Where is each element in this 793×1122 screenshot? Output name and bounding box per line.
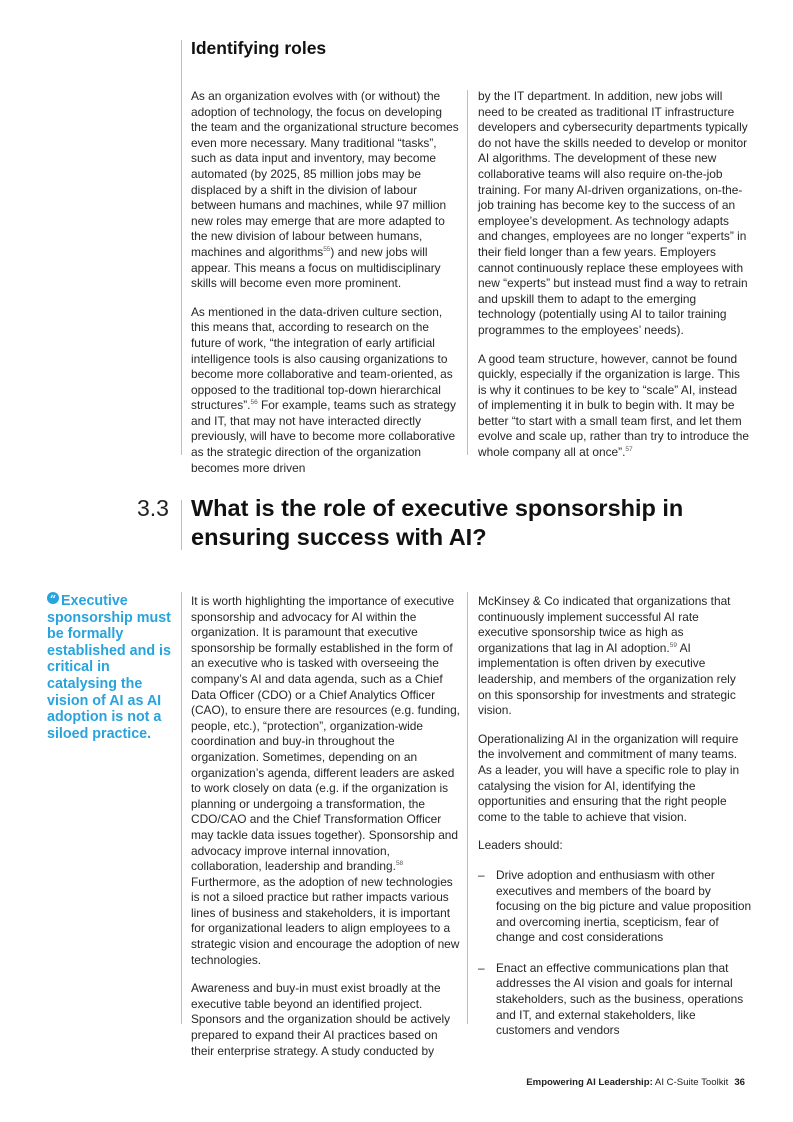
paragraph-text: A good team structure, however, cannot be found quickly, especially if the organization is large. This is why it continues to be key to “scale” AI, instead of implementing it in bulk to begin with. It may be better “to start with a small team first, and let them evolve and scale up, rather than try to introduce the whole company all at once”. [478, 351, 750, 460]
bullet-item: – Drive adoption and enthusiasm with other executives and members of the board by focusing on the big picture and value proposition and overcoming inertia, scepticism, fear of change and cost considerations [478, 868, 752, 946]
paragraph [191, 89, 459, 292]
section-number: 3.3 [137, 495, 169, 521]
page-footer [526, 1077, 745, 1088]
paragraph [478, 838, 752, 854]
paragraph-text: Leaders should: [478, 838, 563, 853]
paragraph-text: It is worth highlighting the importance of executive sponsorship and advocacy for AI within the organization. It is paramount that executive sponsorship be formally established in the form of an executive who is tasked with overseeing the company’s AI and data agenda, such as a Chief Data Officer (CDO) or a Chief Analytics Officer (CAO), to ensure there are resources (e.g. funding, people, etc.), “protection”, organization-wide coordination and buy-in throughout the organization. Sometimes, depending on an organization’s agenda, different leaders are asked to work closely on data (e.g. if the organization is planning or undergoing a transformation, the CDO/CAO and the Chief Transformation Officer may tackle data issues together). Sponsorship and advocacy improve internal innovation, collaboration, leadership and branding. [191, 594, 460, 874]
pull-quote-text: Executive sponsorship must be formally established and is critical in catalysing the vision of AI as AI adoption is not a siloed practice. [47, 593, 171, 742]
paragraph-text: by the IT department. In addition, new jobs will need to be created as traditional IT infrastructure developers and cybersecurity departments typically do not have the skills needed to develop or monitor AI algorithms. The development of these new collaborative teams will also require on-the-job training. For many AI-driven organizations, on-the-job training has become key to the success of an employee’s development. As technology adapts and changes, employees are no longer “experts” in their field longer than a few years. Employers cannot continuously replace these employees with new “experts” but instead must find a way to retrain and upskill them to adapt to the emerging technology (potentially using AI to tailor training programmes to the employees’ needs). [478, 89, 748, 337]
footnote-ref: 57 [625, 446, 633, 454]
section-number-rule [181, 500, 182, 550]
footnote-ref: 59 [669, 641, 677, 649]
paragraph [478, 352, 750, 461]
column-rule [467, 90, 468, 455]
column-rule [467, 592, 468, 1024]
paragraph-text: ) and new jobs will appear. This means a focus on multidisciplinary skills will become even more prominent. [191, 244, 441, 291]
column-rule [181, 592, 182, 1024]
paragraph [478, 732, 752, 826]
paragraph-text: Furthermore, as the adoption of new technologies is not a siloed practice but rather impacts various lines of business and stakeholders, it is important for organizational leaders to align employees to a strategic vision and encourage the adoption of new technologies. [191, 874, 460, 967]
footnote-ref: 55 [323, 245, 331, 253]
sponsorship-left-column [191, 594, 461, 1072]
footnote-ref: 58 [395, 860, 404, 868]
paragraph-text: Operationalizing AI in the organization will require the involvement and commitment of many teams. As a leader, you will have a specific role to play in catalysing the vision for AI, identifying the opportunities and ensuring that the right people come to the table to achieve that vision. [478, 731, 740, 824]
footer-title: AI C-Suite Toolkit [652, 1077, 729, 1088]
page-number: 36 [734, 1077, 745, 1088]
pull-quote [47, 592, 177, 742]
leaders-bullet-list [478, 868, 752, 1039]
paragraph-text: As mentioned in the data-driven culture section, this means that, according to research on the future of work, “the integration of early artificial intelligence tools is also causing organizations to become more collaborative and team-oriented, as opposed to the traditional top-down hierarchical structures”. [191, 304, 453, 413]
footer-title-bold: Empowering AI Leadership: [526, 1077, 653, 1088]
section-subheading: Identifying roles [191, 38, 327, 58]
paragraph [191, 981, 461, 1059]
paragraph [191, 594, 461, 968]
footnote-ref: 56 [250, 399, 258, 407]
paragraph [478, 89, 750, 339]
sponsorship-right-paragraphs [478, 594, 752, 854]
column-rule [181, 40, 182, 455]
paragraph-text: For example, teams such as strategy and IT, that may not have interacted directly previously, will have to become more collaborative as the strategic direction of the organization becomes more driven [191, 398, 456, 475]
paragraph-text: AI implementation is often driven by executive leadership, and members of the organization rely on this sponsorship for investments and strategic vision. [478, 640, 736, 718]
paragraph-text: McKinsey & Co indicated that organizations that continuously implement successful AI rate executive sponsorship twice as high as organizations that lag in AI adoption. [478, 594, 731, 655]
sponsorship-right-column [478, 594, 752, 1054]
roles-left-column [191, 89, 459, 489]
quote-icon: “ [47, 592, 59, 604]
paragraph-text: Awareness and buy-in must exist broadly at the executive table beyond an identified project. Sponsors and the organization should be actively prepared to expand their AI practices based on their enterprise strategy. A study conducted by [191, 981, 451, 1058]
roles-right-column [478, 89, 750, 474]
paragraph [191, 305, 459, 477]
paragraph [478, 594, 752, 719]
bullet-item: – Enact an effective communications plan that addresses the AI vision and goals for internal stakeholders, such as the business, operations and IT, and external stakeholders, like customers and vendors [478, 961, 752, 1039]
paragraph-text: As an organization evolves with (or without) the adoption of technology, the focus on developing the team and the organizational structure becomes even more necessary. Many traditional “tasks”, such as data input and inventory, may become automated (by 2025, 85 million jobs may be displaced by a shift in the division of labour between humans and machines, while 97 million new roles may emerge that are more adapted to the new division of labour between humans, machines and algorithms [191, 89, 459, 259]
section-title: What is the role of executive sponsorship in ensuring success with AI? [191, 495, 684, 550]
